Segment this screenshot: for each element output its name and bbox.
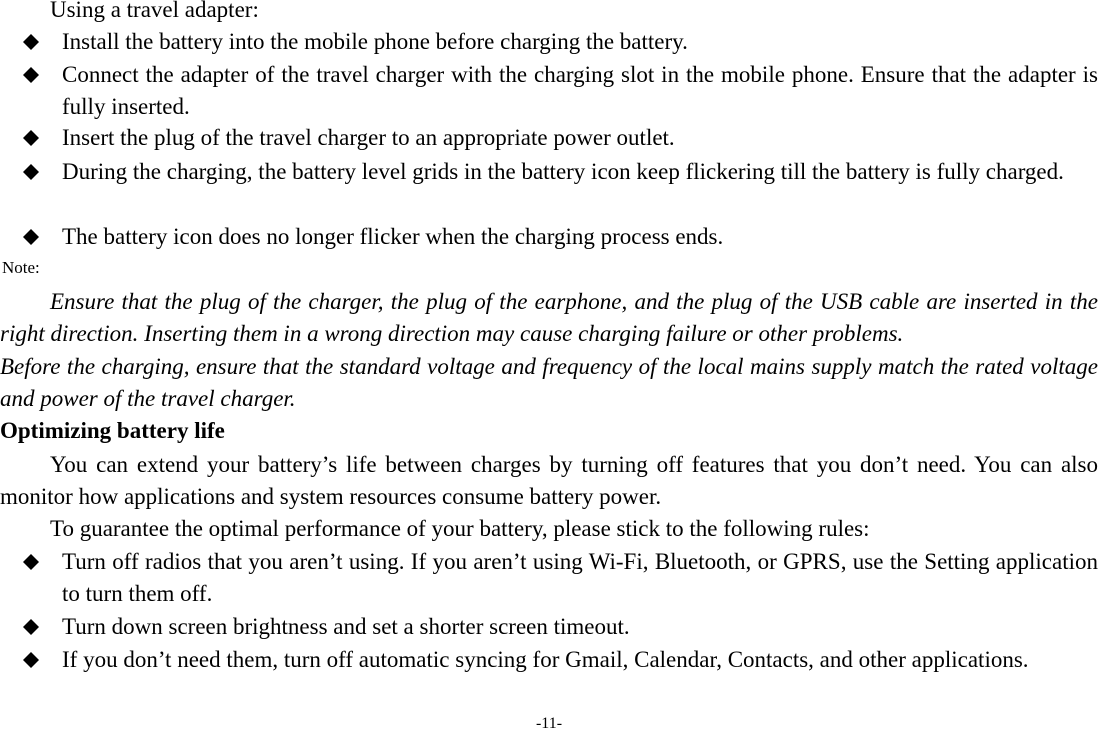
diamond-bullet-icon: [22, 122, 44, 154]
list-item-text: Turn off radios that you aren’t using. If you aren’t using Wi-Fi, Bluetooth, or GPRS, use the Setting application to turn them off.: [62, 549, 1098, 606]
list-item: [22, 221, 1098, 253]
diamond-bullet-icon: [22, 156, 44, 188]
body-paragraph: To guarantee the optimal performance of your battery, please stick to the following rules:: [50, 516, 870, 541]
list-item-text: Turn down screen brightness and set a shorter screen timeout.: [62, 614, 630, 639]
section-heading: Optimizing battery life: [0, 418, 225, 443]
list-item-text: Connect the adapter of the travel charger with the charging slot in the mobile phone. Ensure that the adapter is fully inserted.: [62, 62, 1098, 119]
list-item: [22, 156, 1098, 188]
intro-line: Using a travel adapter:: [50, 0, 259, 22]
note-paragraph: Ensure that the plug of the charger, the plug of the earphone, and the plug of the USB cable are inserted in the right direction. Inserting them in a wrong direction may cause charging failure or other problems.: [0, 289, 1098, 346]
diamond-bullet-icon: [22, 546, 44, 578]
diamond-bullet-icon: [22, 644, 44, 676]
list-item-text: If you don’t need them, turn off automatic syncing for Gmail, Calendar, Contacts, and other applications.: [62, 647, 1029, 672]
body-paragraph: You can extend your battery’s life between charges by turning off features that you don’t need. You can also monitor how applications and system resources consume battery power.: [0, 452, 1098, 509]
list-item: [22, 26, 1098, 58]
page-number: -11-: [535, 715, 563, 732]
diamond-bullet-icon: [22, 611, 44, 643]
diamond-bullet-icon: [22, 26, 44, 58]
diamond-bullet-icon: [22, 59, 44, 91]
list-item-text: The battery icon does no longer flicker when the charging process ends.: [62, 224, 724, 249]
diamond-bullet-icon: [22, 221, 44, 253]
note-label: Note:: [2, 258, 40, 277]
list-item: [22, 59, 1098, 123]
list-item-text: Install the battery into the mobile phone before charging the battery.: [62, 29, 688, 54]
list-item-text: During the charging, the battery level grids in the battery icon keep flickering till the battery is fully charged.: [62, 159, 1064, 184]
note-paragraph: Before the charging, ensure that the standard voltage and frequency of the local mains supply match the rated voltage and power of the travel charger.: [0, 354, 1098, 411]
list-item-text: Insert the plug of the travel charger to an appropriate power outlet.: [62, 125, 675, 150]
list-item: [22, 546, 1098, 610]
list-item: [22, 122, 1098, 154]
list-item: [22, 644, 1098, 676]
list-item: [22, 611, 1098, 643]
